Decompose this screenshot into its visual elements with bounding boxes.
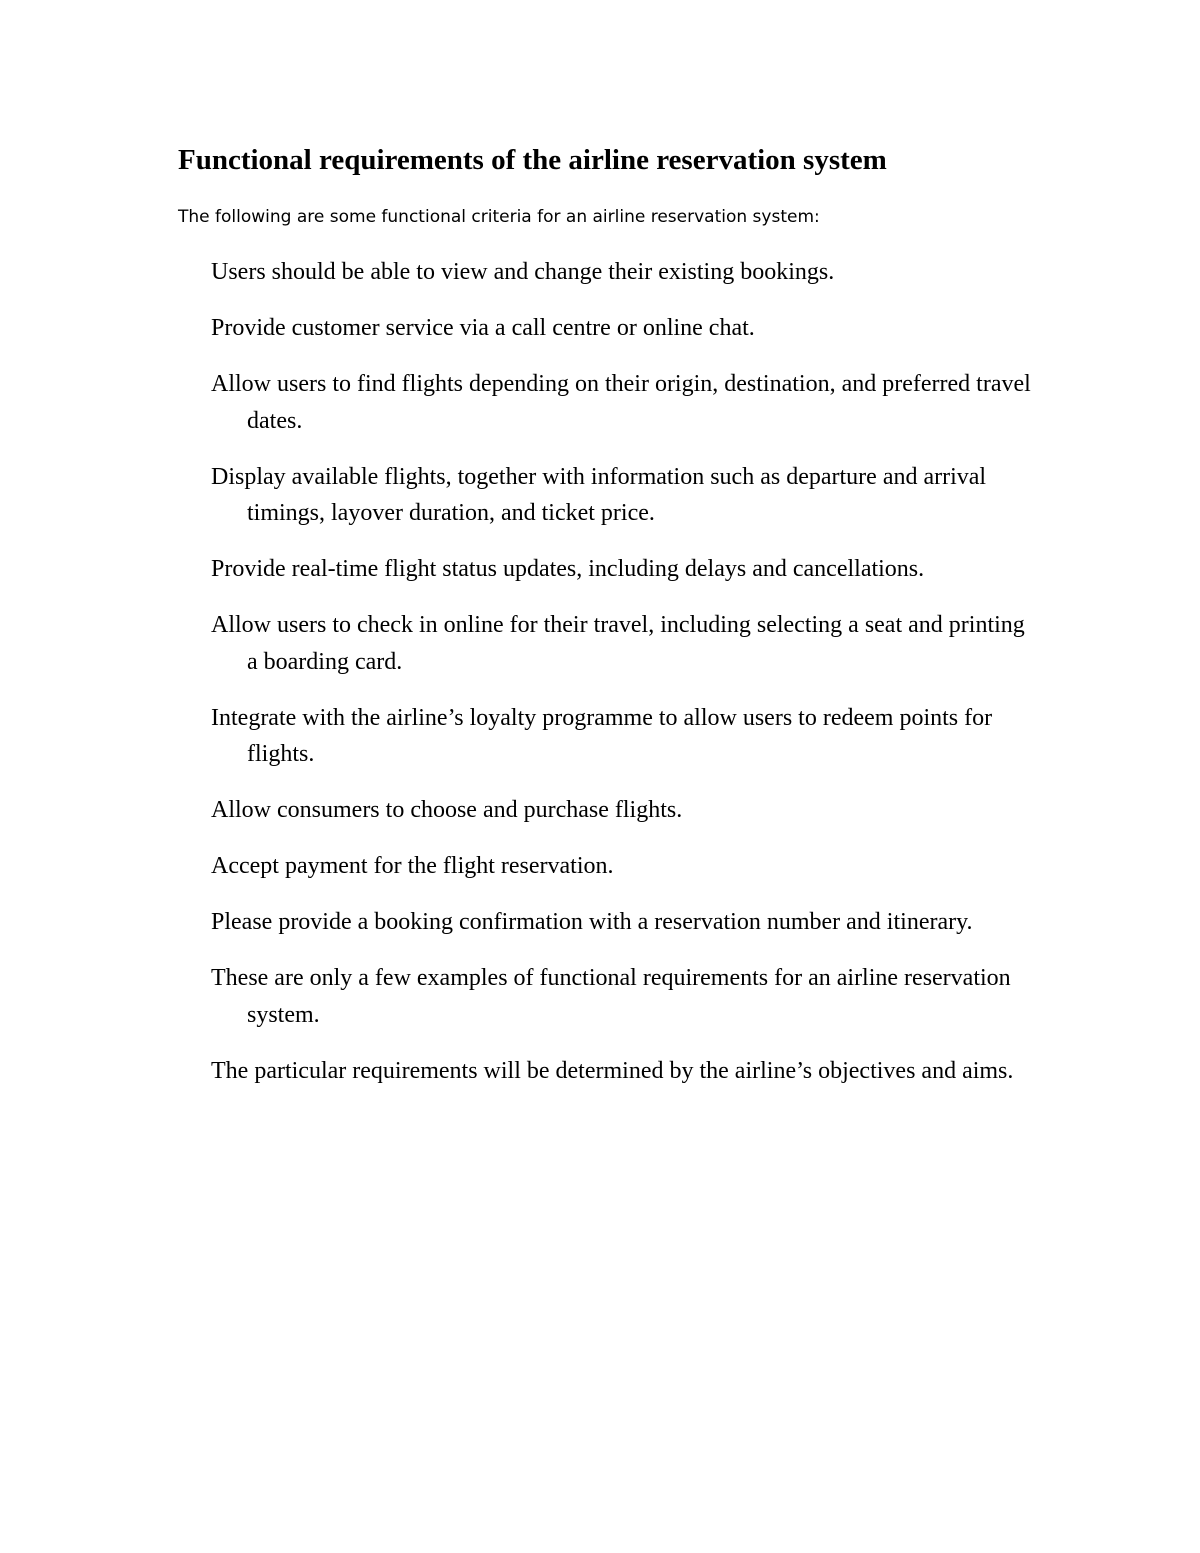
requirement-item: Provide real-time flight status updates, including delays and cancellations. (211, 556, 925, 582)
requirement-item: Provide customer service via a call centre or online chat. (211, 315, 755, 341)
requirement-item: Integrate with the airline’s loyalty programme to allow users to redeem points for flights. (211, 704, 993, 767)
requirement-item: Allow users to check in online for their travel, including selecting a seat and printing a boarding card. (211, 612, 1025, 675)
requirement-item: Users should be able to view and change their existing bookings. (211, 259, 835, 285)
intro-paragraph: The following are some functional criteria for an airline reservation system: (178, 207, 820, 227)
requirement-item: These are only a few examples of functional requirements for an airline reservation system. (211, 965, 1011, 1028)
document-title: Functional requirements of the airline reservation system (178, 144, 887, 176)
requirement-item: Accept payment for the flight reservation. (211, 853, 614, 879)
requirement-item: Please provide a booking confirmation with a reservation number and itinerary. (211, 909, 973, 935)
requirement-item: Allow users to find flights depending on their origin, destination, and preferred travel dates. (211, 371, 1031, 434)
requirement-item: Allow consumers to choose and purchase flights. (211, 797, 683, 823)
requirement-item: The particular requirements will be determined by the airline’s objectives and aims. (211, 1057, 1014, 1084)
requirements-list (211, 254, 1041, 1109)
requirement-item: Display available flights, together with information such as departure and arrival timings, layover duration, and ticket price. (211, 463, 987, 526)
